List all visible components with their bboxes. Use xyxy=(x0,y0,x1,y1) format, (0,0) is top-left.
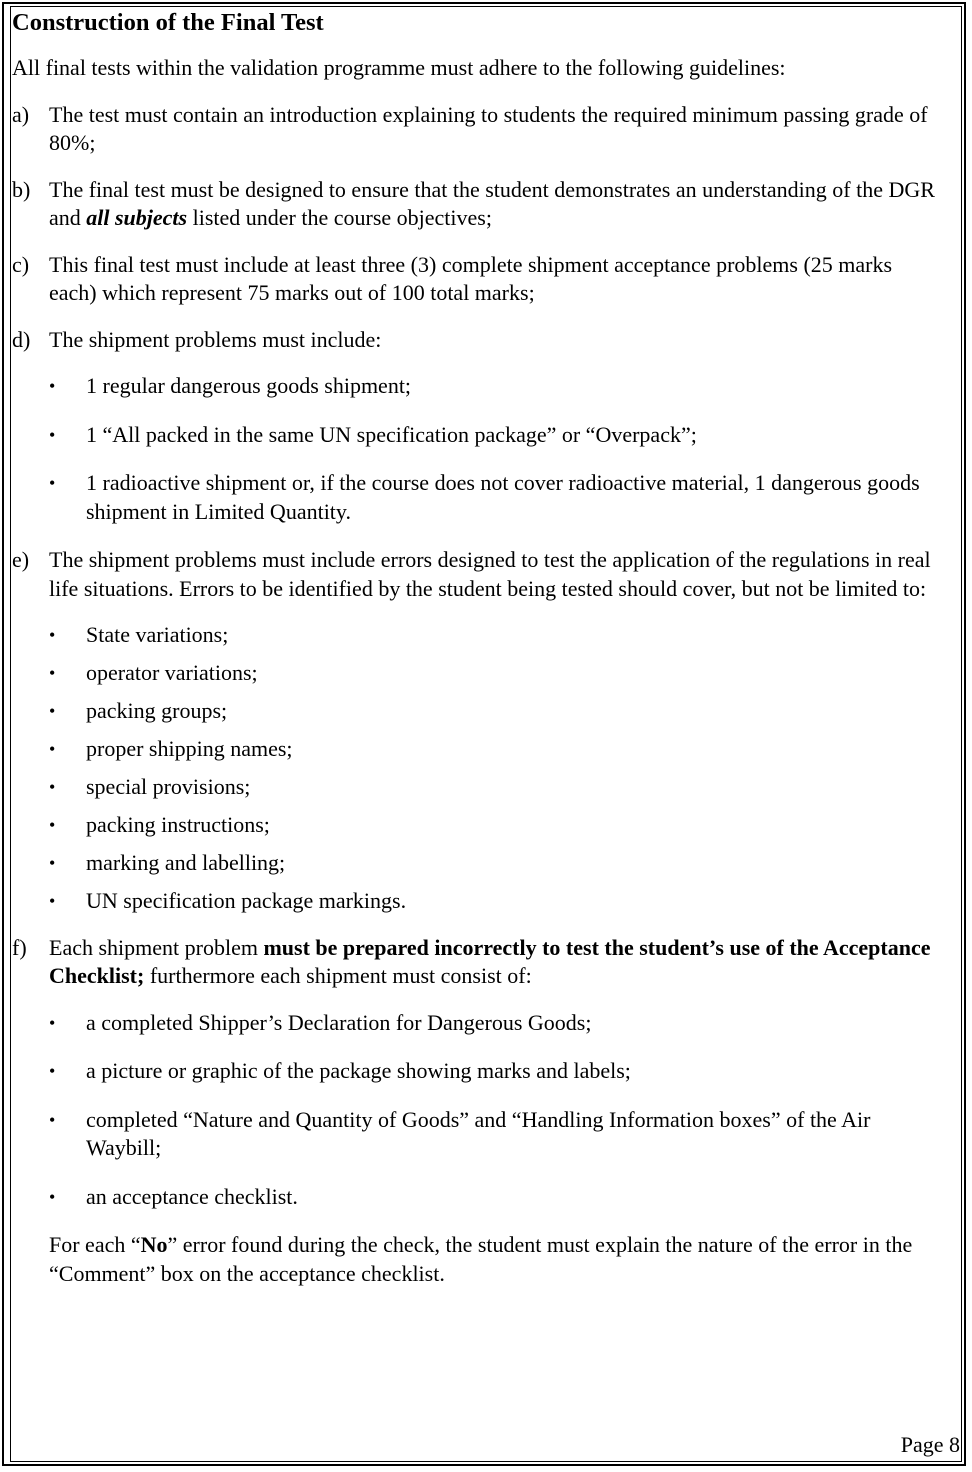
shipment-contents-list xyxy=(12,1009,942,1212)
list-item xyxy=(49,1183,942,1212)
bullet-icon: • xyxy=(49,701,56,721)
guideline-text-part: listed under the course objectives; xyxy=(187,205,492,230)
list-item xyxy=(49,372,942,401)
document-page xyxy=(2,2,966,1466)
list-item-text: 1 radioactive shipment or, if the course does not cover radioactive material, 1 dangerous goods shipment in Limited Quantity. xyxy=(86,470,920,524)
guideline-text-part: furthermore each shipment must consist of: xyxy=(144,963,532,988)
error-topics-list xyxy=(12,621,942,916)
guideline-label: c) xyxy=(12,251,30,277)
list-item xyxy=(49,735,942,764)
list-item-text: completed “Nature and Quantity of Goods” and “Handling Information boxes” of the Air Waybill; xyxy=(86,1106,871,1160)
bullet-icon: • xyxy=(49,1061,56,1081)
list-item xyxy=(49,659,942,688)
list-item-text: 1 “All packed in the same UN specification package” or “Overpack”; xyxy=(86,421,697,447)
list-item-text: State variations; xyxy=(86,622,229,647)
list-item-text: special provisions; xyxy=(86,774,251,799)
bullet-icon: • xyxy=(49,777,56,797)
bullet-icon: • xyxy=(49,739,56,759)
bullet-icon: • xyxy=(49,663,56,683)
list-item-text: packing groups; xyxy=(86,698,228,723)
bullet-icon: • xyxy=(49,424,56,445)
closing-bold: No xyxy=(140,1232,168,1257)
page-number: Page 8 xyxy=(900,1432,960,1457)
guideline-b xyxy=(12,176,942,233)
bullet-icon: • xyxy=(49,1109,56,1130)
list-item-text: operator variations; xyxy=(86,660,258,685)
intro-paragraph: All final tests within the validation programme must adhere to the following guidelines: xyxy=(12,55,786,80)
bullet-icon: • xyxy=(49,891,56,911)
guideline-text-part: The final test must be designed to ensure that the student demonstrates an understanding of the DGR and xyxy=(49,176,935,230)
list-item-text: packing instructions; xyxy=(86,812,270,837)
bullet-icon: • xyxy=(49,853,56,873)
bullet-icon: • xyxy=(49,815,56,835)
list-item xyxy=(49,1057,942,1086)
bullet-icon: • xyxy=(49,625,56,645)
list-item xyxy=(49,811,942,840)
guideline-d xyxy=(12,326,942,355)
bullet-icon: • xyxy=(49,1012,56,1033)
page-title: Construction of the Final Test xyxy=(12,9,324,36)
shipment-types-list xyxy=(12,372,942,526)
guideline-text: The shipment problems must include: xyxy=(49,326,382,352)
list-item-text: an acceptance checklist. xyxy=(86,1183,298,1209)
list-item-text: proper shipping names; xyxy=(86,736,293,761)
closing-text-part: ” error found during the check, the student must explain the nature of the error in the “Comment” box on the acceptance checklist. xyxy=(49,1232,913,1286)
guideline-label: e) xyxy=(12,547,30,572)
list-item-text: 1 regular dangerous goods shipment; xyxy=(86,373,412,398)
guideline-label: f) xyxy=(12,934,27,960)
list-item xyxy=(49,773,942,802)
bullet-icon: • xyxy=(49,473,56,493)
list-item xyxy=(49,849,942,878)
list-item xyxy=(49,421,942,450)
bullet-icon: • xyxy=(49,376,56,396)
list-item xyxy=(49,621,942,650)
guideline-text-part: Each shipment problem xyxy=(49,934,264,960)
document-content xyxy=(12,8,942,1288)
guideline-emphasis: all subjects xyxy=(86,205,188,230)
list-item xyxy=(49,887,942,916)
list-item-text: a completed Shipper’s Declaration for Dangerous Goods; xyxy=(86,1009,592,1035)
closing-text-part: For each “ xyxy=(49,1232,141,1257)
guideline-e xyxy=(12,546,942,603)
list-item xyxy=(49,697,942,726)
guideline-label: d) xyxy=(12,326,31,352)
list-item-text: a picture or graphic of the package showing marks and labels; xyxy=(86,1058,631,1083)
bullet-icon: • xyxy=(49,1186,56,1207)
closing-paragraph xyxy=(12,1231,942,1288)
guideline-a xyxy=(12,101,942,158)
list-item-text: marking and labelling; xyxy=(86,850,286,875)
list-item xyxy=(49,1106,942,1163)
guideline-label: b) xyxy=(12,176,31,202)
guideline-text: This final test must include at least three (3) complete shipment acceptance problems (25 marks each) which represent 75 marks out of 100 total marks; xyxy=(49,251,893,305)
guideline-text xyxy=(49,176,942,233)
guideline-c xyxy=(12,251,942,308)
guideline-text xyxy=(49,934,942,991)
guideline-text: The shipment problems must include errors designed to test the application of the regulations in real life situations. Errors to be identified by the student being tested should cover, but not be limited to: xyxy=(49,547,931,601)
guideline-bold: must be prepared incorrectly to test the student’s use of the Acceptance Checklist; xyxy=(49,934,931,988)
list-item xyxy=(49,1009,942,1038)
guideline-f xyxy=(12,934,942,991)
list-item xyxy=(49,469,942,526)
guideline-text: The test must contain an introduction explaining to students the required minimum passing grade of 80%; xyxy=(49,101,928,155)
list-item-text: UN specification package markings. xyxy=(86,888,407,913)
guideline-label: a) xyxy=(12,101,30,127)
